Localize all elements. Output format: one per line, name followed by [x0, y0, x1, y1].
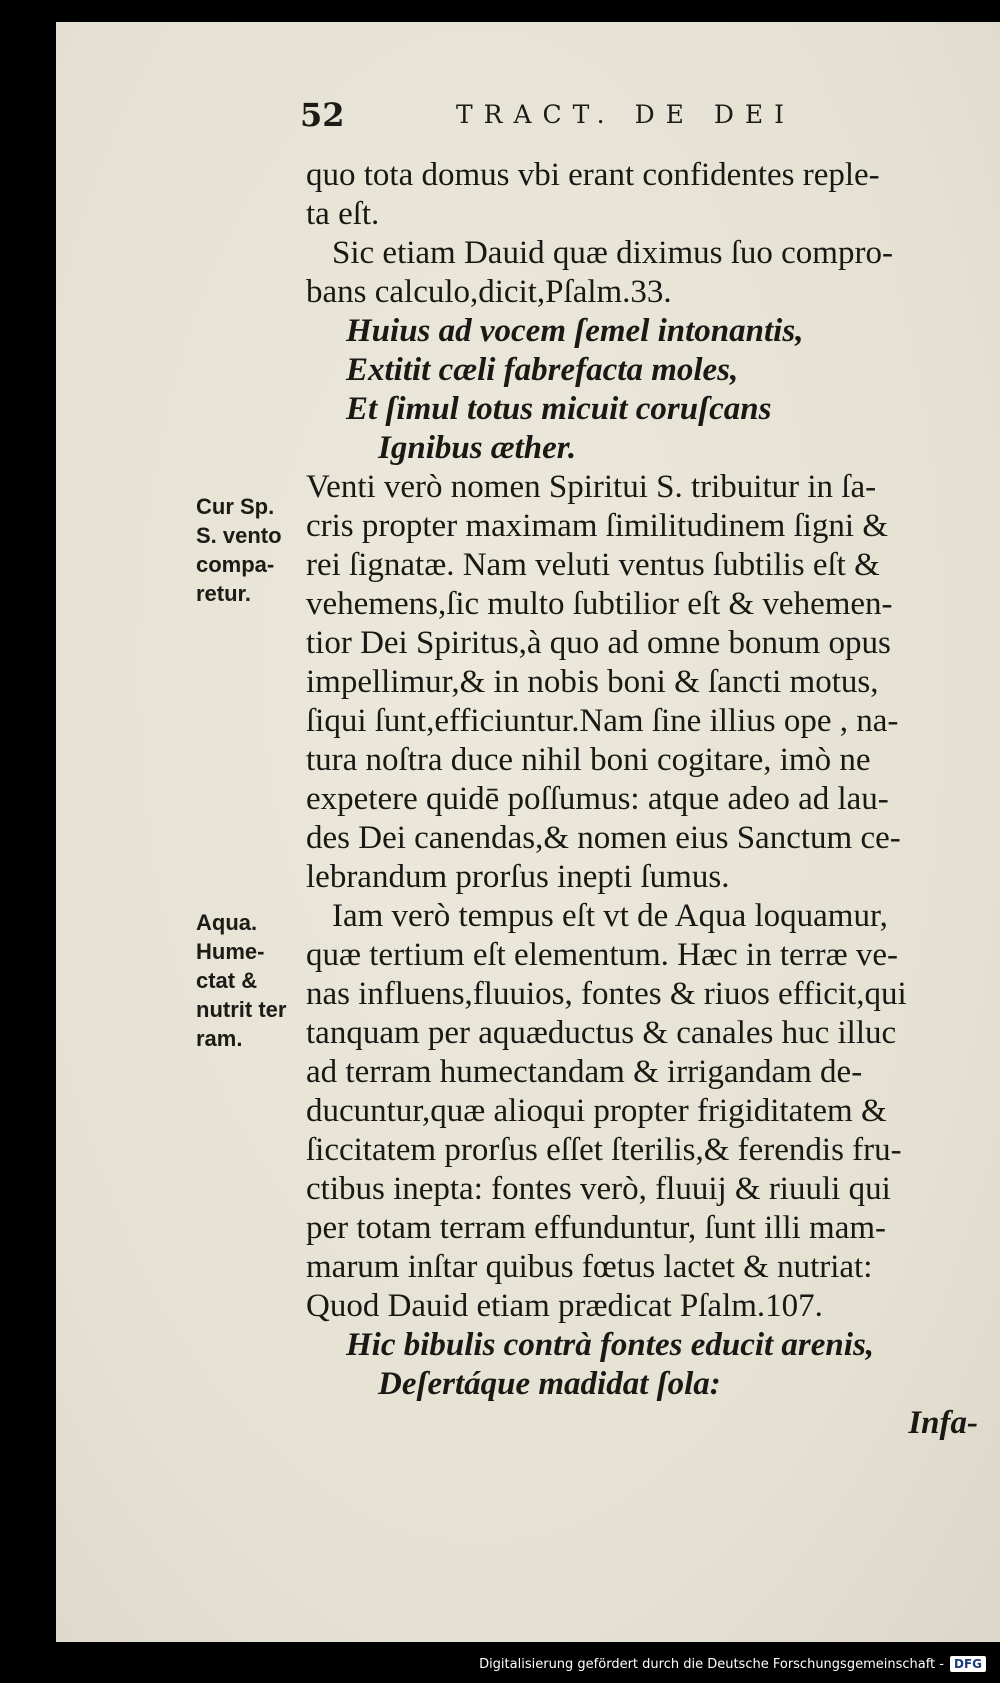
text-line: Venti verò nomen Spiritui S. tribuitur in ſa- [306, 469, 877, 505]
margin-note-spiritus [196, 492, 311, 608]
text-line: tura noſtra duce nihil boni cogitare, imò ne [306, 742, 871, 778]
running-title: TRACT. DE DEI [456, 100, 795, 129]
verse-line: Deſertáque madidat ſola: [378, 1366, 721, 1402]
main-text-block [306, 156, 986, 1443]
margin-note-aqua [196, 908, 311, 1053]
page-number: 52 [300, 96, 345, 134]
text-line: bans calculo,dicit,Pſalm.33. [306, 274, 672, 310]
text-line: ad terram humectandam & irrigandam de- [306, 1054, 863, 1090]
text-line: rei ſignatæ. Nam veluti ventus ſubtilis eſt & [306, 547, 880, 583]
text-line: des Dei canendas,& nomen eius Sanctum ce- [306, 820, 901, 856]
text-line: expetere quidē poſſumus: atque adeo ad lau- [306, 781, 889, 817]
text-line: nas influens,fluuios, fontes & riuos efficit,qui [306, 976, 907, 1012]
margin-note-line: Cur Sp. [196, 494, 275, 519]
text-line: impellimur,& in nobis boni & ſancti motus, [306, 664, 879, 700]
margin-note-line: ram. [196, 1026, 243, 1051]
digitization-footer [479, 1649, 986, 1679]
margin-note-line: nutrit ter [196, 997, 287, 1022]
book-page [56, 22, 1000, 1642]
text-line: ducuntur,quæ alioqui propter frigiditatem & [306, 1093, 887, 1129]
text-line: quæ tertium eſt elementum. Hæc in terræ ve- [306, 937, 899, 973]
margin-note-line: S. vento [196, 523, 282, 548]
text-line: cris propter maximam ſimilitudinem ſigni & [306, 508, 888, 544]
margin-note-line: Aqua. [196, 910, 258, 935]
text-line: lebrandum prorſus inepti ſumus. [306, 859, 730, 895]
margin-note-line: ctat & [196, 968, 258, 993]
catchword: Infa- [908, 1405, 978, 1441]
verse-line: Huius ad vocem ſemel intonantis, [346, 313, 804, 349]
text-line: Iam verò tempus eſt vt de Aqua loquamur, [332, 898, 888, 934]
text-line: Sic etiam Dauid quæ diximus ſuo compro- [332, 235, 893, 271]
verse-line: Ignibus æther. [378, 430, 577, 466]
verse-line: Et ſimul totus micuit coruſcans [346, 391, 772, 427]
text-line: Quod Dauid etiam prædicat Pſalm.107. [306, 1288, 823, 1324]
margin-note-line: retur. [196, 581, 252, 606]
margin-note-line: Hume- [196, 939, 265, 964]
text-line: ſiqui ſunt,efficiuntur.Nam ſine illius ope , na- [306, 703, 899, 739]
text-line: vehemens,ſic multo ſubtilior eſt & vehemen- [306, 586, 893, 622]
text-line: ctibus inepta: fontes verò, fluuij & riuuli qui [306, 1171, 891, 1207]
dfg-logo: DFG [950, 1656, 986, 1672]
text-line: ſiccitatem prorſus eſſet ſterilis,& ferendis fru- [306, 1132, 902, 1168]
footer-credit: Digitalisierung gefördert durch die Deutsche Forschungsgemeinschaft - [479, 1656, 944, 1672]
text-line: per totam terram effunduntur, ſunt illi mam- [306, 1210, 886, 1246]
text-line: tior Dei Spiritus,à quo ad omne bonum opus [306, 625, 891, 661]
text-line: ta eſt. [306, 196, 380, 232]
verse-line: Extitit cæli fabrefacta moles, [346, 352, 739, 388]
verse-line: Hic bibulis contrà fontes educit arenis, [346, 1327, 875, 1363]
running-header [300, 94, 860, 134]
text-line: marum inſtar quibus fœtus lactet & nutriat: [306, 1249, 873, 1285]
margin-note-line: compa- [196, 552, 275, 577]
text-line: tanquam per aquæductus & canales huc illuc [306, 1015, 897, 1051]
text-line: quo tota domus vbi erant confidentes reple- [306, 157, 880, 193]
